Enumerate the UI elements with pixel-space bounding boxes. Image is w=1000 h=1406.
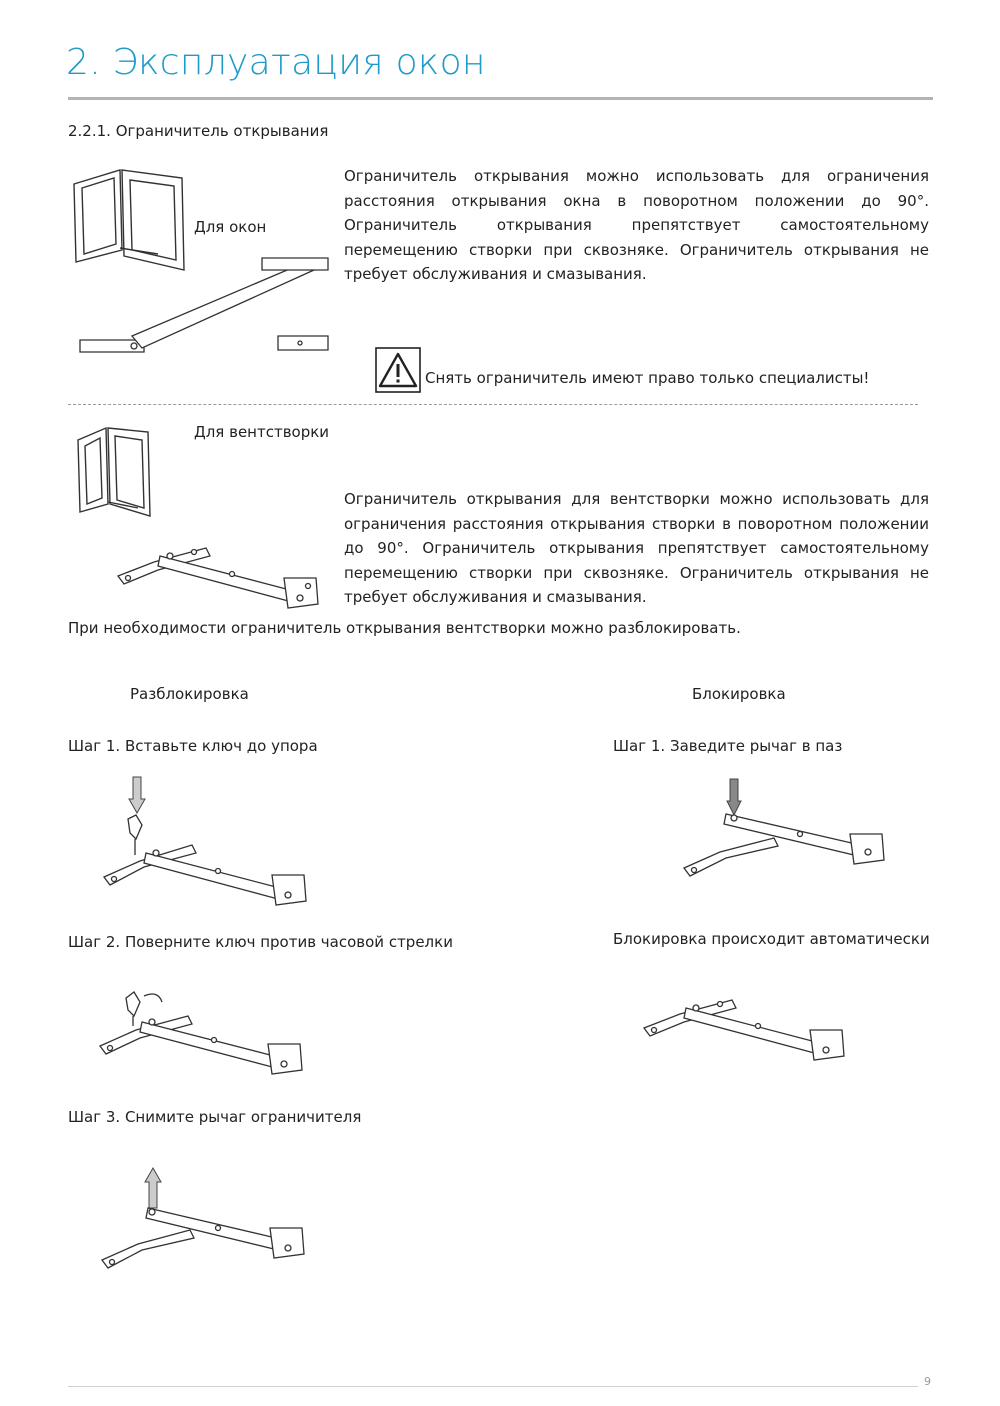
unlock-step-2: Шаг 2. Поверните ключ против часовой стрелки	[68, 933, 453, 951]
unlock-step2-illustration	[96, 988, 308, 1080]
warning-text: Снять ограничитель имеют право только специалисты!	[425, 369, 870, 387]
vent-limiter-illustration	[114, 538, 324, 616]
page-number: 9	[924, 1375, 931, 1388]
vent-frame-illustration	[72, 420, 154, 520]
section-divider	[68, 404, 918, 405]
unlock-step-1: Шаг 1. Вставьте ключ до упора	[68, 737, 318, 755]
window-limiter-illustration	[74, 252, 334, 362]
down-arrow-icon	[128, 775, 146, 815]
unlock-heading: Разблокировка	[130, 685, 249, 703]
vent-label: Для вентстворки	[194, 423, 330, 441]
lock-step2-illustration	[640, 990, 850, 1066]
windows-description: Ограничитель открывания можно использовать для ограничения расстояния открывания окна в поворотном положении до 90°. Ограничитель открывания препятствует самостоятельному перемещению створки при сквозняке. Ограничитель открывания не требует обслуживания и смазывания.	[344, 167, 929, 283]
lock-step1-illustration	[680, 810, 890, 882]
unlock-step3-illustration	[98, 1204, 310, 1278]
unlock-step-3: Шаг 3. Снимите рычаг ограничителя	[68, 1108, 362, 1126]
warning-triangle-icon	[375, 347, 421, 393]
page-title: 2. Эксплуатация окон	[66, 42, 486, 83]
windows-label: Для окон	[194, 218, 267, 236]
unlock-step1-illustration	[100, 815, 312, 911]
unlock-note: При необходимости ограничитель открывания вентстворки можно разблокировать.	[68, 619, 741, 637]
footer-divider	[68, 1386, 918, 1387]
title-divider	[68, 97, 933, 100]
lock-step-2: Блокировка происходит автоматически	[613, 930, 930, 948]
lock-heading: Блокировка	[692, 685, 786, 703]
section-heading: 2.2.1. Ограничитель открывания	[68, 122, 329, 140]
lock-step-1: Шаг 1. Заведите рычаг в паз	[613, 737, 843, 755]
vent-description: Ограничитель открывания для вентстворки можно использовать для ограничения расстояния открывания створки в поворотном положении до 90°. Ограничитель открывания препятствует самостоятельному перемещению створки при сквозняке. Ограничитель открывания не требует обслуживания и смазывания.	[344, 490, 929, 606]
